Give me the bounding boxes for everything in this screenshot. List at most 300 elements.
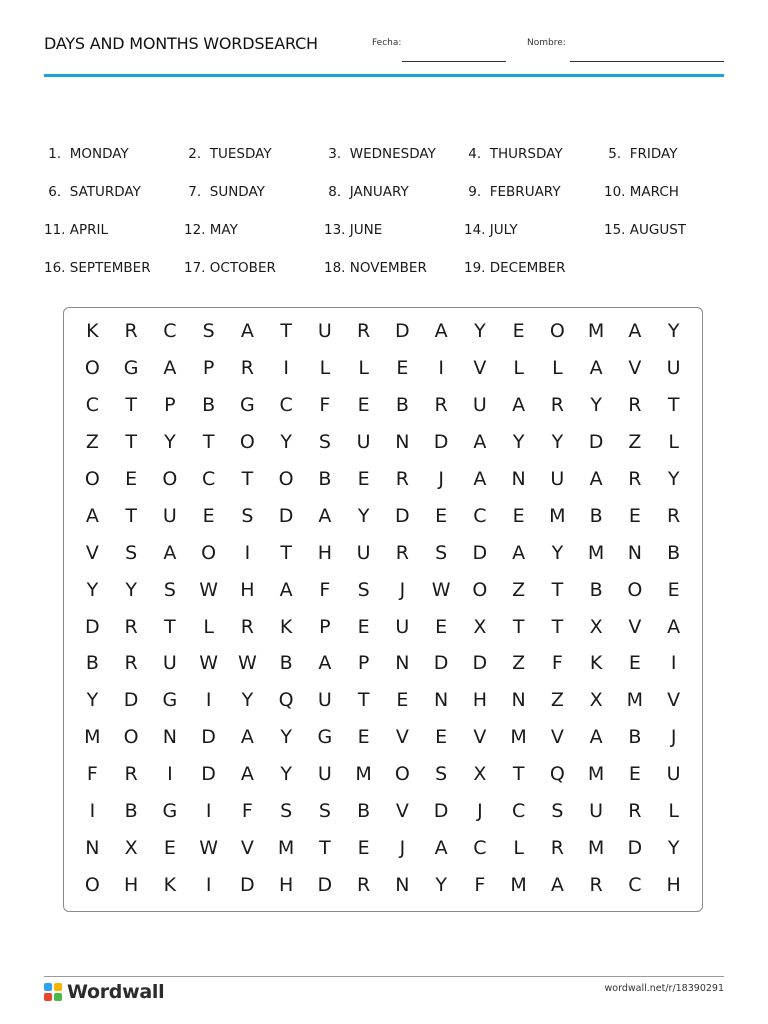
grid-cell[interactable]: S [435,763,448,786]
grid-cell[interactable]: Z [628,430,642,453]
brand-name: Wordwall [67,981,165,1003]
grid-cell[interactable]: Y [551,541,564,564]
grid-cell[interactable]: T [280,320,292,342]
grid-cell[interactable]: H [278,874,294,897]
grid-cell[interactable]: A [163,541,177,564]
grid-cell[interactable]: R [628,467,642,490]
grid-cell[interactable]: I [244,541,251,564]
grid-cell[interactable]: R [434,393,448,416]
grid-cell[interactable]: A [589,726,603,749]
grid-cell[interactable]: V [667,689,681,712]
grid-cell[interactable]: Z [512,578,526,601]
grid-cell[interactable]: M [510,726,527,749]
grid-cell[interactable]: E [628,504,641,527]
grid-cell[interactable]: I [89,800,96,823]
grid-cell[interactable]: B [395,393,409,416]
grid-cell[interactable]: F [319,393,331,416]
grid-cell[interactable]: V [240,837,254,860]
grid-cell[interactable]: N [511,689,526,712]
grid-cell[interactable]: B [667,541,681,564]
grid-cell[interactable]: C [628,874,642,897]
wordwall-logo [44,982,164,1002]
grid-cell[interactable]: A [667,615,681,638]
grid-cell[interactable]: W [199,578,219,601]
grid-cell[interactable]: B [589,578,603,601]
grid-cell[interactable]: M [587,541,605,564]
grid-cell[interactable]: X [473,615,487,638]
grid-cell[interactable]: U [317,320,332,342]
grid-cell[interactable]: Y [512,430,525,453]
grid-cell[interactable]: A [318,652,332,675]
grid-cell[interactable]: R [240,356,254,379]
word-list-item: 5. FRIDAY [604,146,678,162]
grid-cell[interactable]: S [318,800,331,823]
logo-square [44,983,52,991]
grid-cell[interactable]: Z [550,689,564,712]
name-field[interactable] [570,61,724,62]
grid-cell[interactable]: M [510,874,527,897]
grid-cell[interactable]: R [395,467,409,490]
word-list-item: 9. FEBRUARY [464,184,561,200]
grid-cell[interactable]: K [279,615,293,638]
grid-cell[interactable]: B [357,800,371,823]
grid-cell[interactable]: Z [85,430,99,453]
grid-cell[interactable]: D [85,615,100,638]
grid-cell[interactable]: E [357,837,370,860]
grid-cell[interactable]: C [473,837,487,860]
grid-cell[interactable]: E [396,356,409,379]
date-field[interactable] [402,61,506,62]
grid-cell[interactable]: D [472,541,488,564]
grid-cell[interactable]: V [395,800,409,823]
grid-cell[interactable]: D [317,874,333,897]
word-list-item: 18. NOVEMBER [324,260,427,276]
grid-cell[interactable]: D [123,689,139,712]
grid-cell[interactable]: A [85,504,99,527]
grid-cell[interactable]: B [589,504,603,527]
grid-cell[interactable]: C [85,393,100,416]
grid-cell[interactable]: X [589,615,603,638]
grid-cell[interactable]: B [279,652,293,675]
grid-cell[interactable]: N [162,726,177,749]
grid-cell[interactable]: S [125,541,138,564]
grid-cell[interactable]: M [84,726,101,749]
grid-cell[interactable]: X [589,689,603,712]
grid-cell[interactable]: G [162,800,178,823]
grid-cell[interactable]: R [589,874,603,897]
grid-cell[interactable]: D [588,430,604,453]
grid-cell[interactable]: Y [667,467,680,490]
grid-cell[interactable]: U [162,504,177,527]
grid-cell[interactable]: J [399,578,406,601]
grid-cell[interactable]: A [628,320,642,342]
grid-cell[interactable]: M [549,504,566,527]
grid-cell[interactable]: I [167,763,173,786]
grid-cell[interactable]: U [472,393,487,416]
grid-cell[interactable]: E [667,578,680,601]
grid-cell[interactable]: A [473,430,487,453]
grid-cell[interactable]: C [511,800,526,823]
grid-cell[interactable]: U [589,800,604,823]
word-list-item: 1. MONDAY [44,146,129,162]
grid-cell[interactable]: S [280,800,293,823]
grid-cell[interactable]: R [124,763,138,786]
grid-cell[interactable]: E [357,393,370,416]
grid-cell[interactable]: V [628,615,642,638]
grid-cell[interactable]: E [512,320,525,342]
grid-cell[interactable]: W [237,652,257,675]
grid-cell[interactable]: T [125,430,137,453]
grid-cell[interactable]: M [626,689,644,712]
grid-cell[interactable]: D [433,652,449,675]
grid-cell[interactable]: K [86,320,99,342]
grid-cell[interactable]: L [513,356,524,379]
grid-cell[interactable]: T [551,578,564,601]
grid-cell[interactable]: F [474,874,486,897]
grid-cell[interactable]: R [124,615,138,638]
grid-cell[interactable]: A [473,467,487,490]
grid-cell[interactable]: I [205,689,212,712]
grid-cell[interactable]: F [551,652,563,675]
grid-cell[interactable]: E [396,689,409,712]
grid-cell[interactable]: D [278,504,294,527]
grid-cell[interactable]: U [666,356,681,379]
grid-cell[interactable]: N [395,652,410,675]
grid-cell[interactable]: Q [278,689,294,712]
grid-cell[interactable]: T [280,541,292,564]
grid-cell[interactable]: S [241,504,254,527]
grid-row [73,572,693,609]
grid-cell[interactable]: Q [549,763,565,786]
word-list-item: 12. MAY [184,222,238,238]
grid-cell[interactable]: E [435,615,448,638]
grid-cell[interactable]: Y [280,726,292,749]
grid-cell[interactable]: A [434,837,448,860]
grid-cell[interactable]: O [123,726,139,749]
grid-cell[interactable]: K [163,874,177,897]
grid-cell[interactable]: E [357,467,370,490]
grid-row [73,461,693,498]
grid-cell[interactable]: L [552,356,563,379]
grid-cell[interactable]: K [589,652,603,675]
grid-cell[interactable]: A [512,393,526,416]
grid-cell[interactable]: E [357,726,370,749]
grid-cell[interactable]: L [358,356,369,379]
grid-cell[interactable]: L [513,837,524,860]
grid-cell[interactable]: Y [667,837,680,860]
grid-cell[interactable]: Y [280,763,292,786]
grid-cell[interactable]: U [356,430,371,453]
footer-divider [44,976,724,977]
grid-cell[interactable]: U [317,763,332,786]
grid-cell[interactable]: B [628,726,642,749]
grid-cell[interactable]: J [438,467,444,490]
grid-cell[interactable]: R [395,541,409,564]
logo-square [54,983,62,991]
grid-cell[interactable]: H [472,689,488,712]
grid-row [73,609,693,646]
grid-cell[interactable]: N [395,430,410,453]
grid-cell[interactable]: J [477,800,483,823]
grid-cell[interactable]: A [318,504,332,527]
grid-cell[interactable]: I [283,356,289,379]
grid-cell[interactable]: P [202,356,215,379]
word-list-item: 7. SUNDAY [184,184,265,200]
grid-cell[interactable]: A [240,763,254,786]
grid-cell[interactable]: X [124,837,138,860]
grid-cell[interactable]: L [668,430,679,453]
grid-cell[interactable]: Y [86,578,99,601]
grid-cell[interactable]: R [124,320,138,342]
grid-cell[interactable]: O [84,467,100,490]
grid-cell[interactable]: E [435,726,448,749]
grid-cell[interactable]: E [435,504,448,527]
grid-cell[interactable]: I [205,800,212,823]
grid-cell[interactable]: D [201,726,216,749]
grid-cell[interactable]: O [394,763,410,786]
grid-cell[interactable]: Y [435,874,447,897]
grid-cell[interactable]: F [319,578,331,601]
grid-cell[interactable]: J [399,837,406,860]
word-list-item: 10. MARCH [604,184,679,200]
grid-row [73,830,693,867]
grid-cell[interactable]: T [164,615,176,638]
grid-cell[interactable]: G [240,393,255,416]
grid-cell[interactable]: D [240,874,255,897]
grid-cell[interactable]: C [279,393,293,416]
grid-cell[interactable]: A [589,467,603,490]
grid-cell[interactable]: M [587,837,605,860]
grid-cell[interactable]: H [123,874,139,897]
worksheet-header [44,34,724,78]
grid-cell[interactable]: A [279,578,293,601]
grid-cell[interactable]: S [318,430,331,453]
grid-cell[interactable]: S [551,800,564,823]
grid-cell[interactable]: L [203,615,214,638]
grid-cell[interactable]: O [627,578,643,601]
grid-cell[interactable]: R [240,615,254,638]
grid-cell[interactable]: P [319,615,331,638]
grid-cell[interactable]: Y [474,320,486,342]
grid-cell[interactable]: E [628,763,641,786]
grid-cell[interactable]: P [357,652,370,675]
grid-cell[interactable]: T [512,763,525,786]
grid-cell[interactable]: E [125,467,138,490]
grid-cell[interactable]: T [241,467,254,490]
grid-cell[interactable]: M [587,763,605,786]
grid-cell[interactable]: N [395,874,410,897]
grid-row [73,645,693,682]
grid-cell[interactable]: A [512,541,526,564]
grid-cell[interactable]: U [317,689,332,712]
grid-cell[interactable]: P [164,393,176,416]
grid-cell[interactable]: A [240,320,254,342]
grid-cell[interactable]: E [628,652,641,675]
grid-cell[interactable]: D [433,430,449,453]
grid-cell[interactable]: N [627,541,642,564]
grid-cell[interactable]: C [473,504,487,527]
header-divider [44,74,724,77]
grid-cell[interactable]: A [434,320,448,342]
word-list-item: 17. OCTOBER [184,260,276,276]
grid-cell[interactable]: D [201,763,216,786]
grid-row [73,756,693,793]
date-label: Fecha: [372,38,402,48]
logo-square [44,993,52,1001]
grid-cell[interactable]: F [86,763,98,786]
grid-cell[interactable]: U [666,763,681,786]
grid-cell[interactable]: G [123,356,139,379]
grid-cell[interactable]: A [240,726,254,749]
activity-url: wordwall.net/r/18390291 [604,983,724,994]
grid-cell[interactable]: H [317,541,333,564]
grid-cell[interactable]: R [124,652,138,675]
grid-cell[interactable]: G [317,726,333,749]
grid-cell[interactable]: C [201,467,216,490]
word-list-item: 16. SEPTEMBER [44,260,151,276]
grid-cell[interactable]: O [162,467,178,490]
grid-cell[interactable]: L [319,356,331,379]
grid-cell[interactable]: M [587,320,605,342]
grid-cell[interactable]: E [357,615,370,638]
logo-square [54,993,62,1001]
grid-cell[interactable]: R [550,393,564,416]
grid-cell[interactable]: Y [241,689,254,712]
grid-cell[interactable]: Y [667,320,680,342]
grid-cell[interactable]: N [85,837,100,860]
grid-cell[interactable]: O [278,467,294,490]
grid-cell[interactable]: O [239,430,255,453]
grid-cell[interactable]: E [202,504,215,527]
page-title: DAYS AND MONTHS WORDSEARCH [44,34,318,53]
grid-cell[interactable]: F [241,800,253,823]
grid-cell[interactable]: N [511,467,526,490]
grid-cell[interactable]: Y [86,689,99,712]
grid-row [73,424,693,461]
grid-cell[interactable]: R [550,837,564,860]
grid-cell[interactable]: R [628,393,642,416]
grid-cell[interactable]: I [670,652,677,675]
grid-cell[interactable]: J [670,726,677,749]
grid-cell[interactable]: T [551,615,564,638]
grid-cell[interactable]: B [124,800,138,823]
grid-cell[interactable]: V [628,356,642,379]
grid-cell[interactable]: D [472,652,488,675]
grid-cell[interactable]: O [472,578,488,601]
grid-cell[interactable]: M [355,763,372,786]
grid-row [73,498,693,535]
grid-cell[interactable]: V [473,726,487,749]
grid-cell[interactable]: M [277,837,295,860]
grid-cell[interactable]: R [357,874,371,897]
grid-cell[interactable]: S [202,320,215,342]
grid-cell[interactable]: E [163,837,176,860]
grid-cell[interactable]: Y [357,504,370,527]
word-list-item: 13. JUNE [324,222,383,238]
grid-cell[interactable]: T [512,615,525,638]
grid-cell[interactable]: B [318,467,332,490]
grid-row [73,313,693,350]
grid-cell[interactable]: N [434,689,449,712]
word-list-item: 3. WEDNESDAY [324,146,436,162]
grid-cell[interactable]: V [85,541,99,564]
word-list-item: 14. JULY [464,222,518,238]
grid-cell[interactable]: I [205,874,212,897]
grid-cell[interactable]: D [433,800,449,823]
grid-cell[interactable]: X [473,763,487,786]
grid-cell[interactable]: U [550,467,565,490]
grid-cell[interactable]: U [162,652,177,675]
grid-cell[interactable]: L [668,800,679,823]
grid-cell[interactable]: R [667,504,681,527]
grid-cell[interactable]: Y [280,430,292,453]
grid-cell[interactable]: H [240,578,255,601]
grid-cell[interactable]: A [550,874,564,897]
grid-cell[interactable]: T [357,689,370,712]
grid-cell[interactable]: O [201,541,217,564]
word-list-item: 4. THURSDAY [464,146,563,162]
wordwall-logo-icon [44,983,63,1002]
grid-cell[interactable]: U [356,541,371,564]
grid-cell[interactable]: I [438,356,444,379]
grid-cell[interactable]: W [431,578,451,601]
grid-cell[interactable]: O [549,320,565,342]
grid-cell[interactable]: Y [590,393,602,416]
letter-grid [73,313,693,904]
grid-cell[interactable]: A [589,356,603,379]
grid-cell[interactable]: A [163,356,177,379]
grid-cell[interactable]: V [550,726,564,749]
grid-cell[interactable]: V [395,726,409,749]
grid-cell[interactable]: Y [125,578,137,601]
grid-cell[interactable]: D [395,504,410,527]
grid-cell[interactable]: S [357,578,370,601]
grid-cell[interactable]: R [357,320,371,342]
grid-cell[interactable]: T [667,393,680,416]
grid-cell[interactable]: T [125,393,137,416]
grid-cell[interactable]: U [395,615,410,638]
grid-cell[interactable]: H [666,874,681,897]
grid-cell[interactable]: V [473,356,487,379]
grid-cell[interactable]: Z [512,652,526,675]
grid-row [73,867,693,904]
grid-cell[interactable]: R [628,800,642,823]
grid-cell[interactable]: O [84,356,100,379]
grid-cell[interactable]: O [84,874,100,897]
grid-cell[interactable]: D [395,320,410,342]
grid-row [73,535,693,572]
grid-cell[interactable]: W [199,652,219,675]
grid-cell[interactable]: S [435,541,448,564]
grid-cell[interactable]: T [202,430,215,453]
grid-cell[interactable]: T [125,504,137,527]
grid-cell[interactable]: B [202,393,216,416]
word-list-item: 11. APRIL [44,222,109,238]
grid-cell[interactable]: S [163,578,176,601]
name-label: Nombre: [527,38,566,48]
grid-cell[interactable]: Y [164,430,176,453]
grid-cell[interactable]: B [85,652,99,675]
word-list-item: 2. TUESDAY [184,146,272,162]
grid-cell[interactable]: D [627,837,643,860]
grid-cell[interactable]: Y [551,430,564,453]
grid-cell[interactable]: W [199,837,219,860]
grid-cell[interactable]: E [512,504,525,527]
grid-cell[interactable]: G [162,689,178,712]
grid-cell[interactable]: T [319,837,331,860]
grid-cell[interactable]: C [163,320,177,342]
word-list-item: 8. JANUARY [324,184,409,200]
